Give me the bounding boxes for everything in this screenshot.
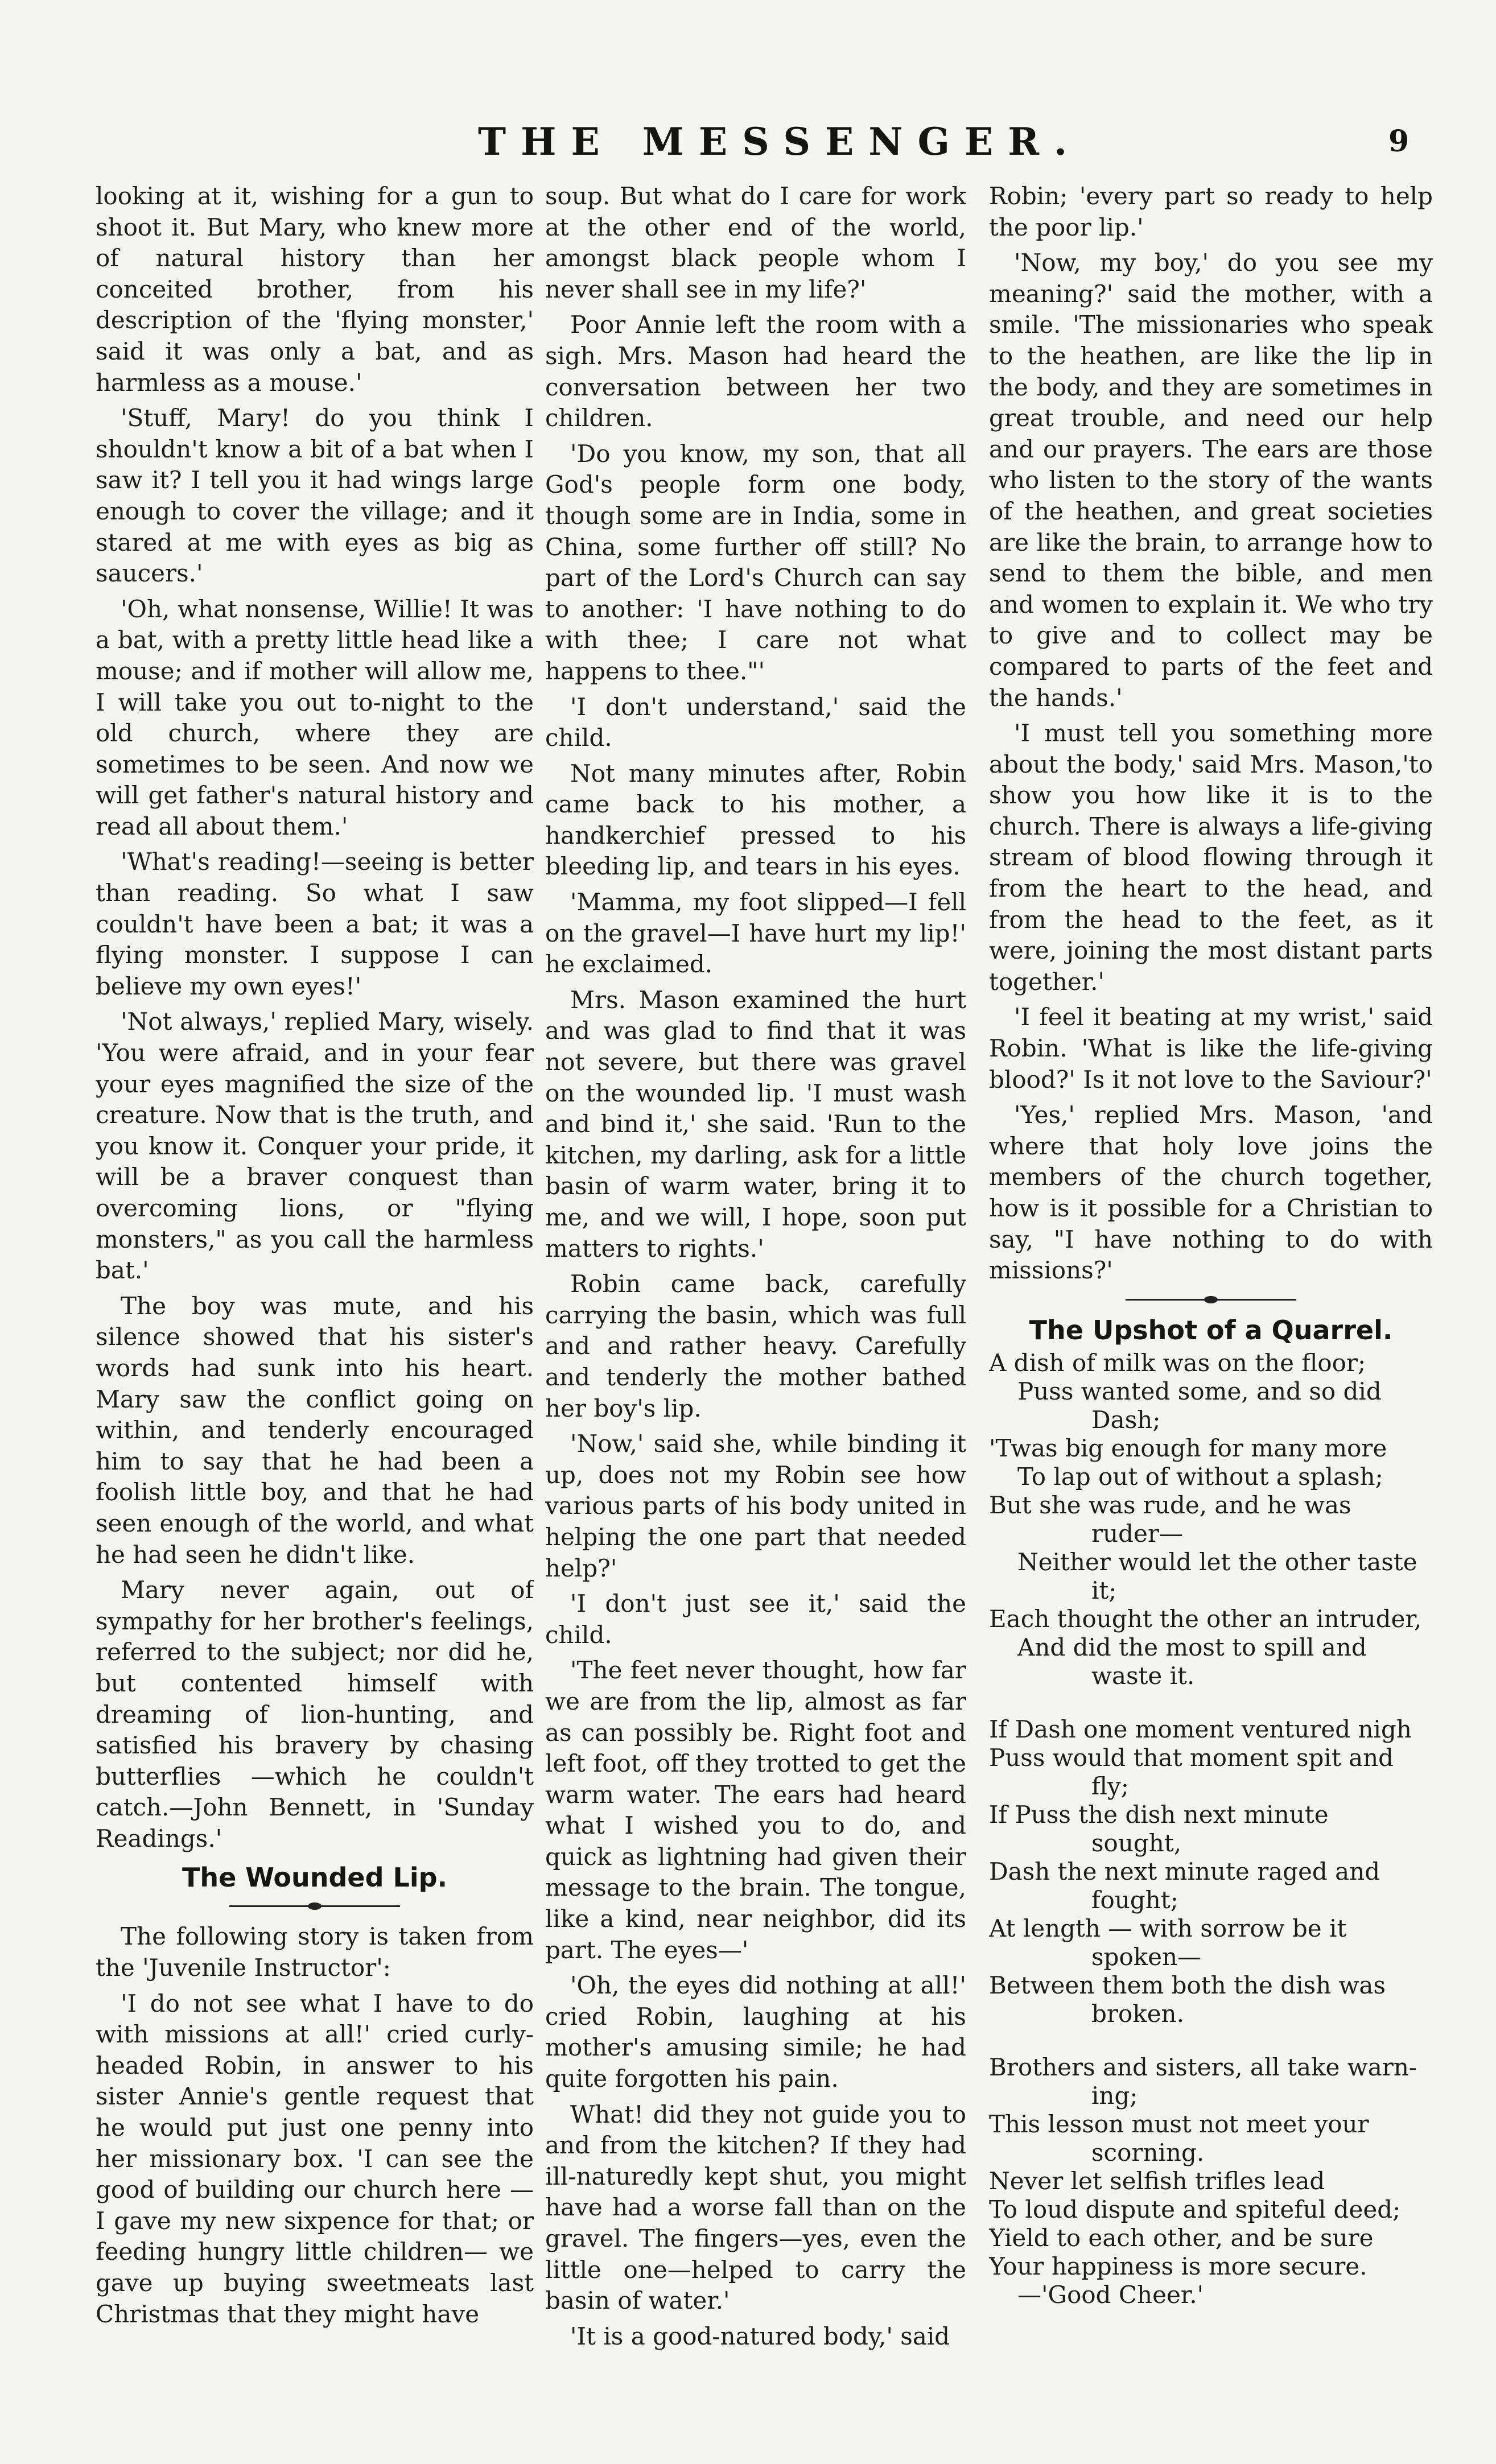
stanza-gap bbox=[989, 1690, 1433, 1715]
paragraph: 'The feet never thought, how far we are from the lip, almost as far as can possibly be. Right foot and left foot, off they trotted to get the warm water. The ears had heard what I wished you to do, and quick as lightning had given their message to the brain. The tongue, like a kind, near neighbor, did its part. The eyes—' bbox=[545, 1656, 966, 1964]
poem-line: To loud dispute and spiteful deed; bbox=[989, 2195, 1401, 2223]
article-heading-wounded-lip: The Wounded Lip. bbox=[182, 1862, 448, 1893]
paragraph: 'I do not see what I have to do with missions at all!' cried curly-headed Robin, in answer to his sister Annie's gentle request that he would put just one penny into her missionary box. 'I can see the good of building our church here —I gave my new sixpence for that; or feeding hungry little children— we gave up buying sweetmeats last Christmas that they might have bbox=[96, 1989, 534, 2328]
poem-line: At length — with sorrow be it bbox=[989, 1914, 1347, 1942]
poem-line: Puss wanted some, and so did bbox=[1017, 1377, 1382, 1405]
column-1 bbox=[96, 181, 534, 2451]
paragraph: 'I don't understand,' said the child. bbox=[545, 692, 966, 752]
poem-line: A dish of milk was on the floor; bbox=[989, 1348, 1366, 1377]
poem-line: To lap out of without a splash; bbox=[1017, 1462, 1383, 1491]
poem-line: spoken— bbox=[1091, 1942, 1202, 1971]
stanza-gap bbox=[989, 2028, 1433, 2053]
section-rule bbox=[229, 1901, 400, 1911]
column-3 bbox=[989, 181, 1433, 2451]
poem-line: Dash the next minute raged and bbox=[989, 1857, 1380, 1885]
paragraph: 'Oh, what nonsense, Willie! It was a bat, with a pretty little head like a mouse; and if mother will allow me, I will take you out to-night to the old church, where they are sometimes to be seen. And now we will get father's natural history and read all about them.' bbox=[96, 595, 534, 840]
paragraph: Mrs. Mason examined the hurt and was glad to find that it was not severe, but there was gravel on the wounded lip. 'I must wash and bind it,' she said. 'Run to the kitchen, my darling, ask for a little basin of warm water, bring it to me, and we will, I hope, soon put matters to rights.' bbox=[545, 985, 966, 1262]
poem-line: scorning. bbox=[1091, 2138, 1205, 2166]
poem-line: If Puss the dish next minute bbox=[989, 1800, 1329, 1829]
page-number: 9 bbox=[1388, 124, 1410, 159]
section-rule bbox=[1126, 1294, 1296, 1305]
poem-line: Each thought the other an intruder, bbox=[989, 1604, 1422, 1633]
poem-line: And did the most to spill and bbox=[1017, 1633, 1367, 1661]
paragraph: 'Mamma, my foot slipped—I fell on the gravel—I have hurt my lip!' he exclaimed. bbox=[545, 888, 966, 979]
paragraph: Mary never again, out of sympathy for her brother's feelings, referred to the subject; nor did he, but contented himself with dreaming of lion-hunting, and satisfied his bravery by chasing butterflies —which he couldn't catch.—John Bennett, in 'Sunday Readings.' bbox=[96, 1576, 534, 1852]
paragraph: soup. But what do I care for work at the other end of the world, amongst black people whom I never shall see in my life?' bbox=[545, 182, 966, 303]
poem-line: ing; bbox=[1091, 2081, 1138, 2110]
masthead bbox=[0, 114, 1496, 171]
paragraph: 'Yes,' replied Mrs. Mason, 'and where that holy love joins the members of the church together, how is it possible for a Christian to say, "I have nothing to do with missions?' bbox=[989, 1101, 1433, 1285]
poem-line: This lesson must not meet your bbox=[989, 2110, 1369, 2138]
paragraph: 'I must tell you something more about the body,' said Mrs. Mason,'to show you how like it is to the church. There is always a life-giving stream of blood flowing through it from the heart to the head, and from the head to the feet, as it were, joining the most distant parts together.' bbox=[989, 719, 1433, 996]
paragraph: Robin came back, carefully carrying the basin, which was full and and rather heavy. Carefully and tenderly the mother bathed her boy's lip. bbox=[545, 1270, 966, 1422]
article-heading-upshot-of-quarrel: The Upshot of a Quarrel. bbox=[1029, 1314, 1393, 1345]
poem-line: Puss would that moment spit and bbox=[989, 1743, 1394, 1772]
poem-line: Dash; bbox=[1091, 1405, 1161, 1434]
poem-line: broken. bbox=[1091, 1999, 1184, 2028]
paragraph: 'Now, my boy,' do you see my meaning?' said the mother, with a smile. 'The missionaries who speak to the heathen, are like the lip in the body, and they are sometimes in great trouble, and need our help and our prayers. The ears are those who listen to the story of the wants of the heathen, and great societies are like the brain, to arrange how to send to them the bible, and men and women to explain it. We who try to give and to collect may be compared to parts of the feet and the hands.' bbox=[989, 249, 1433, 712]
paragraph: looking at it, wishing for a gun to shoot it. But Mary, who knew more of natural history than her conceited brother, from his description of the 'flying monster,' said it was only a bat, and as harmless as a mouse.' bbox=[96, 182, 534, 397]
poem-line: fought; bbox=[1091, 1885, 1178, 1914]
poem-line: it; bbox=[1091, 1576, 1117, 1604]
paragraph: 'Oh, the eyes did nothing at all!' cried Robin, laughing at his mother's amusing simile; he had quite forgotten his pain. bbox=[545, 1971, 966, 2093]
poem bbox=[989, 1349, 1433, 2309]
poem-line: But she was rude, and he was bbox=[989, 1491, 1351, 1519]
poem-line: waste it. bbox=[1091, 1661, 1195, 1690]
poem-line: sought, bbox=[1091, 1829, 1182, 1857]
poem-line: —'Good Cheer.' bbox=[1017, 2280, 1204, 2309]
poem-line: Neither would let the other taste bbox=[1017, 1547, 1417, 1576]
paragraph: 'What's reading!—seeing is better than reading. So what I saw couldn't have been a bat; it was a flying monster. I suppose I can believe my own eyes!' bbox=[96, 848, 534, 1000]
poem-line: Brothers and sisters, all take warn- bbox=[989, 2053, 1417, 2081]
poem-line: fly; bbox=[1091, 1772, 1129, 1800]
paragraph: 'I feel it beating at my wrist,' said Robin. 'What is like the life-giving blood?' Is it not love to the Saviour?' bbox=[989, 1003, 1433, 1093]
poem-line: ruder— bbox=[1091, 1519, 1183, 1547]
paragraph: 'Stuff, Mary! do you think I shouldn't know a bit of a bat when I saw it? I tell you it had wings large enough to cover the village; and it stared at me with eyes as big as saucers.' bbox=[96, 404, 534, 588]
poem-line: Never let selfish trifles lead bbox=[989, 2166, 1325, 2195]
paragraph: 'Now,' said she, while binding it up, does not my Robin see how various parts of his body united in helping the one part that needed help?' bbox=[545, 1430, 966, 1582]
paragraph: Not many minutes after, Robin came back to his mother, a handkerchief pressed to his bleeding lip, and tears in his eyes. bbox=[545, 759, 966, 881]
paragraph: 'It is a good-natured body,' said bbox=[570, 2322, 950, 2350]
paragraph: The following story is taken from the 'Juvenile Instructor': bbox=[96, 1922, 534, 1982]
poem-line: 'Twas big enough for many more bbox=[989, 1434, 1387, 1462]
paragraph: 'Do you know, my son, that all God's people form one body, though some are in India, some in China, some further off still? No part of the Lord's Church can say to another: 'I have nothing to do with thee; I care not what happens to thee."' bbox=[545, 439, 966, 685]
paragraph: What! did they not guide you to and from the kitchen? If they had ill-naturedly kept shut, you might have had a worse fall than on the gravel. The fingers—yes, even the little one—helped to carry the basin of water.' bbox=[545, 2100, 966, 2315]
poem-line: If Dash one moment ventured nigh bbox=[989, 1715, 1412, 1743]
poem-line: Between them both the dish was bbox=[989, 1971, 1386, 1999]
poem-line: Yield to each other, and be sure bbox=[989, 2223, 1374, 2252]
paragraph: 'Not always,' replied Mary, wisely. 'You were afraid, and in your fear your eyes magnified the size of the creature. Now that is the truth, and you know it. Conquer your pride, it will be a braver conquest than overcoming lions, or "flying monsters," as you call the harmless bat.' bbox=[96, 1008, 534, 1285]
paragraph: Poor Annie left the room with a sigh. Mrs. Mason had heard the conversation between her two children. bbox=[545, 311, 966, 432]
paragraph: Robin; 'every part so ready to help the poor lip.' bbox=[989, 182, 1433, 241]
masthead-title: THE MESSENGER. bbox=[478, 119, 1082, 164]
poem-line: Your happiness is more secure. bbox=[989, 2252, 1367, 2280]
paragraph: 'I don't just see it,' said the child. bbox=[545, 1590, 966, 1649]
paragraph: The boy was mute, and his silence showed that his sister's words had sunk into his heart. Mary saw the conflict going on within, and tenderly encouraged him to say that he had been a foolish little boy, and that he had seen enough of the world, and what he had seen he didn't like. bbox=[96, 1291, 534, 1569]
column-2 bbox=[545, 181, 966, 2451]
